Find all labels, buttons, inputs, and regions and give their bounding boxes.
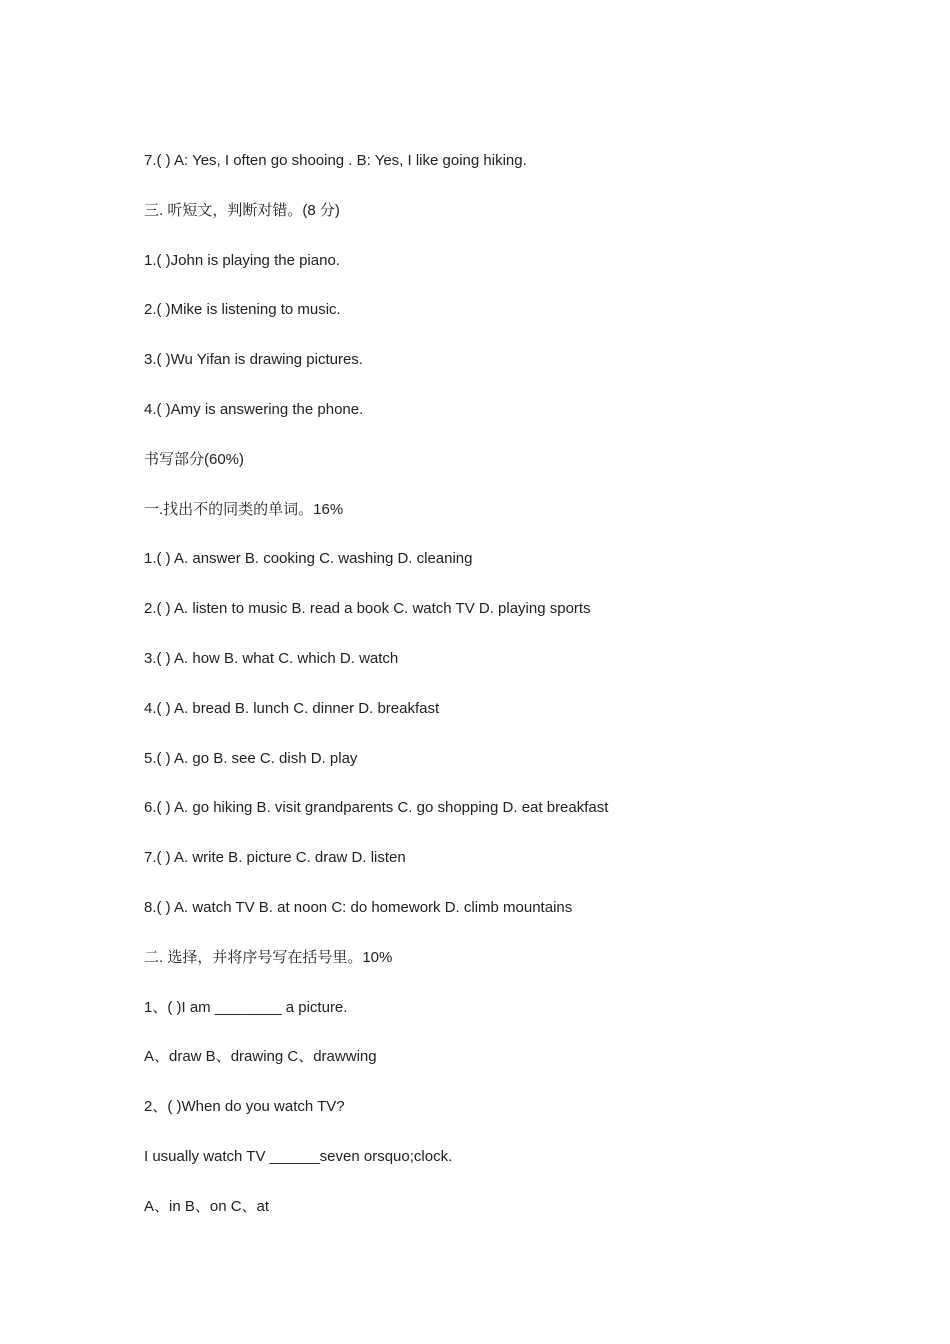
odd-one-out-item-3: 3.( ) A. how B. what C. which D. watch (144, 649, 399, 667)
odd-one-out-item-2: 2.( ) A. listen to music B. read a book C. watch TV D. playing sports (144, 600, 591, 618)
section-heading-multiple-choice: 二. 选择，并将序号写在括号里。10% (144, 948, 393, 966)
true-false-item-2: 2.( )Mike is listening to music. (144, 301, 341, 319)
odd-one-out-item-8: 8.( ) A. watch TV B. at noon C: do homework D. climb mountains (144, 898, 573, 916)
choice-question-2: 2、( )When do you watch TV? (144, 1098, 345, 1116)
document-page (144, 150, 844, 1246)
true-false-item-4: 4.( )Amy is answering the phone. (144, 400, 364, 418)
writing-part-heading: 书写部分(60%) (144, 450, 245, 468)
choice-question-1-options: A、draw B、drawing C、drawwing (144, 1048, 377, 1066)
choice-question-2-sentence: I usually watch TV ______seven orsquo;clock. (144, 1147, 453, 1165)
true-false-item-1: 1.( )John is playing the piano. (144, 251, 340, 269)
odd-one-out-item-6: 6.( ) A. go hiking B. visit grandparents C. go shopping D. eat breakfast (144, 799, 609, 817)
odd-one-out-item-1: 1.( ) A. answer B. cooking C. washing D. cleaning (144, 550, 473, 568)
odd-one-out-item-5: 5.( ) A. go B. see C. dish D. play (144, 749, 358, 767)
odd-one-out-item-7: 7.( ) A. write B. picture C. draw D. listen (144, 849, 406, 867)
section-heading-odd-one-out: 一.找出不的同类的单词。16% (144, 500, 344, 518)
true-false-item-3: 3.( )Wu Yifan is drawing pictures. (144, 351, 363, 369)
choice-question-1: 1、( )I am ________ a picture. (144, 998, 348, 1016)
choice-question-2-options: A、in B、on C、at (144, 1197, 270, 1215)
section-heading-listen-true-false: 三. 听短文，判断对错。(8 分) (144, 201, 340, 219)
odd-one-out-item-4: 4.( ) A. bread B. lunch C. dinner D. breakfast (144, 699, 440, 717)
question-7-listening: 7.( ) A: Yes, I often go shooing . B: Yes, I like going hiking. (144, 152, 527, 169)
